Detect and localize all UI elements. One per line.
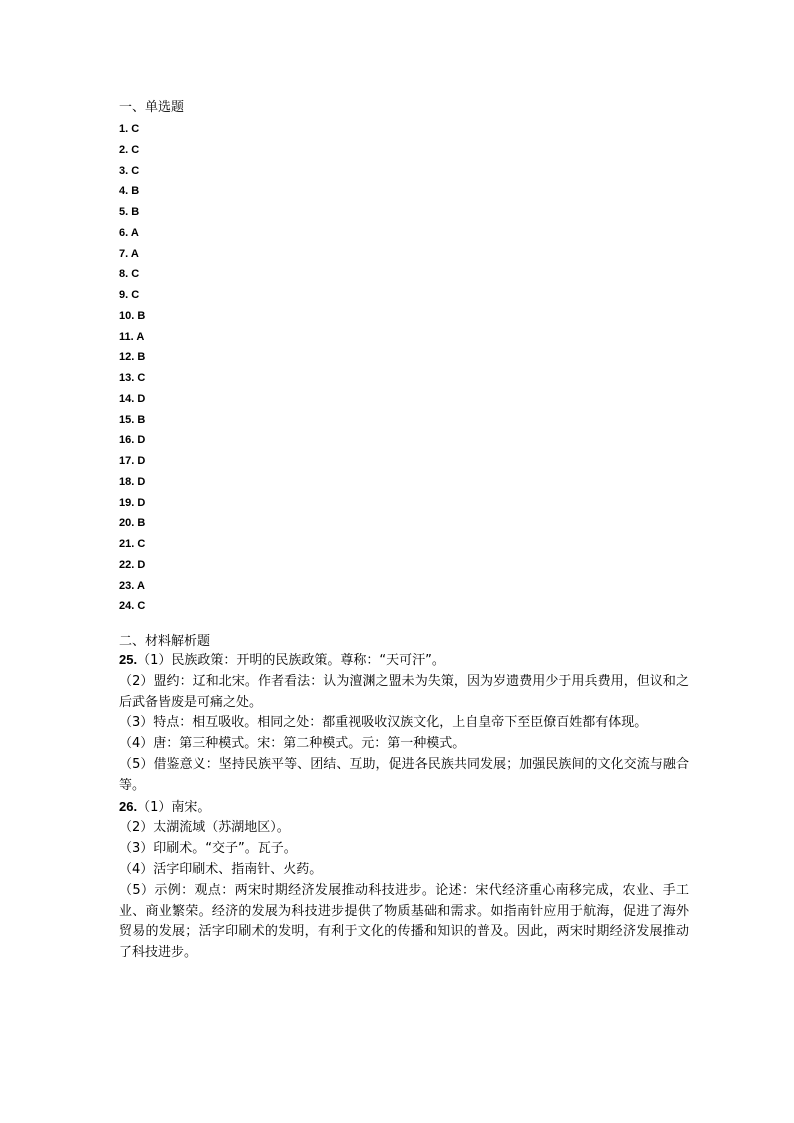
answer-number: 11. [119, 330, 134, 343]
answer-item [119, 244, 689, 265]
answer-item [119, 285, 689, 306]
answer-choice: D [137, 392, 146, 405]
answer-choice: C [131, 143, 140, 156]
answer-number: 16. [119, 434, 135, 447]
answer-number: 3. [119, 164, 129, 177]
answer-item [119, 264, 689, 285]
answer-choice: D [137, 496, 146, 509]
answer-item [119, 430, 689, 451]
answer-choice: A [130, 247, 139, 260]
answer-choice: B [131, 206, 140, 218]
answer-item [119, 347, 689, 368]
answer-choice: A [130, 226, 139, 239]
answer-item [119, 596, 689, 617]
answer-number: 7. [119, 247, 129, 260]
answer-choice: C [131, 268, 140, 281]
answer-item [119, 451, 689, 472]
answer-item [119, 472, 689, 493]
answer-number: 12. [119, 351, 135, 364]
answer-text: （1）南宋。 [137, 799, 211, 815]
answer-number: 10. [119, 309, 135, 322]
material-analysis-answers [119, 650, 689, 964]
answer-item [119, 161, 689, 182]
question-25-part-1 [119, 650, 689, 672]
question-26-part-2: （2）太湖流域（苏湖地区）。 [119, 820, 290, 836]
question-number: 26. [119, 798, 138, 814]
answer-number: 6. [119, 226, 129, 239]
answer-number: 2. [119, 143, 129, 156]
answer-item [119, 493, 689, 514]
answer-number: 15. [119, 413, 135, 426]
answer-choice: B [131, 185, 140, 198]
answer-item [119, 576, 689, 597]
answer-item [119, 202, 689, 223]
answer-item [119, 410, 689, 431]
answer-number: 17. [119, 455, 135, 467]
answer-number: 18. [119, 475, 135, 488]
answer-number: 13. [119, 372, 135, 384]
answer-item [119, 368, 689, 389]
answer-number: 23. [119, 579, 135, 592]
question-26-part-1 [119, 797, 689, 819]
answer-choice: C [131, 123, 140, 135]
answer-item [119, 513, 689, 534]
answer-choice: C [131, 164, 140, 177]
answer-choice: C [137, 538, 146, 550]
answer-number: 8. [119, 268, 129, 281]
answer-number: 22. [119, 558, 135, 571]
answer-number: 24. [119, 600, 135, 613]
answer-choice: B [137, 309, 146, 322]
question-26-part-3: （3）印刷术。“交子”。瓦子。 [119, 841, 297, 857]
single-choice-answer-list [119, 119, 689, 617]
answer-choice: B [137, 413, 146, 426]
question-26-part-4: （4）活字印刷术、指南针、火药。 [119, 861, 323, 877]
question-26-part-5: （5）示例：观点：两宋时期经济发展推动科技进步。论述：宋代经济重心南移完成，农业、手工业、商业繁荣。经济的发展为科技进步提供了物质基础和需求。如指南针应用于航海，促进了海外贸易的发展；活字印刷术的发明，有利于文化的传播和知识的普及。因此，两宋时期经济发展推动了科技进步。 [119, 882, 689, 961]
answer-choice: D [137, 455, 146, 467]
answer-number: 19. [119, 496, 135, 509]
answer-item [119, 555, 689, 576]
answer-choice: B [137, 517, 146, 530]
answer-number: 20. [119, 517, 135, 530]
answer-choice: A [136, 579, 145, 592]
answer-item [119, 140, 689, 161]
answer-choice: A [136, 330, 145, 343]
answer-item [119, 223, 689, 244]
section-title-single-choice: 一、单选题 [119, 100, 185, 115]
question-25-part-5: （5）借鉴意义：坚持民族平等、团结、互助，促进各民族共同发展；加强民族间的文化交流与融合等。 [119, 756, 689, 793]
answer-choice: D [137, 475, 146, 488]
answer-choice: D [137, 434, 146, 447]
question-25-part-4: （4）唐：第三种模式。宋：第二种模式。元：第一种模式。 [119, 736, 466, 752]
answer-text: （1）民族政策：开明的民族政策。尊称：“天可汗”。 [137, 653, 445, 668]
answer-number: 9. [119, 289, 129, 301]
answer-choice: C [137, 600, 146, 613]
section-title-material-analysis: 二、材料解析题 [119, 634, 211, 649]
answer-choice: C [131, 289, 140, 301]
question-25-part-3: （3）特点：相互吸收。相同之处：都重视吸收汉族文化，上自皇帝下至臣僚百姓都有体现。 [119, 715, 648, 731]
answer-item [119, 389, 689, 410]
answer-number: 21. [119, 538, 135, 550]
answer-choice: C [137, 372, 146, 384]
answer-choice: B [137, 351, 146, 364]
answer-item [119, 181, 689, 202]
answer-key-content [119, 99, 689, 964]
answer-choice: D [137, 558, 146, 571]
question-25-part-2: （2）盟约：辽和北宋。作者看法：认为澶渊之盟未为失策，因为岁遗费用少于用兵费用，但议和之后武备皆废是可痛之处。 [119, 673, 689, 710]
answer-number: 4. [119, 185, 129, 198]
answer-item [119, 306, 689, 327]
answer-item [119, 119, 689, 140]
question-number: 25. [119, 652, 138, 667]
answer-item [119, 327, 689, 348]
answer-number: 5. [119, 206, 129, 218]
answer-item [119, 534, 689, 555]
answer-number: 1. [119, 123, 129, 135]
answer-number: 14. [119, 392, 135, 405]
